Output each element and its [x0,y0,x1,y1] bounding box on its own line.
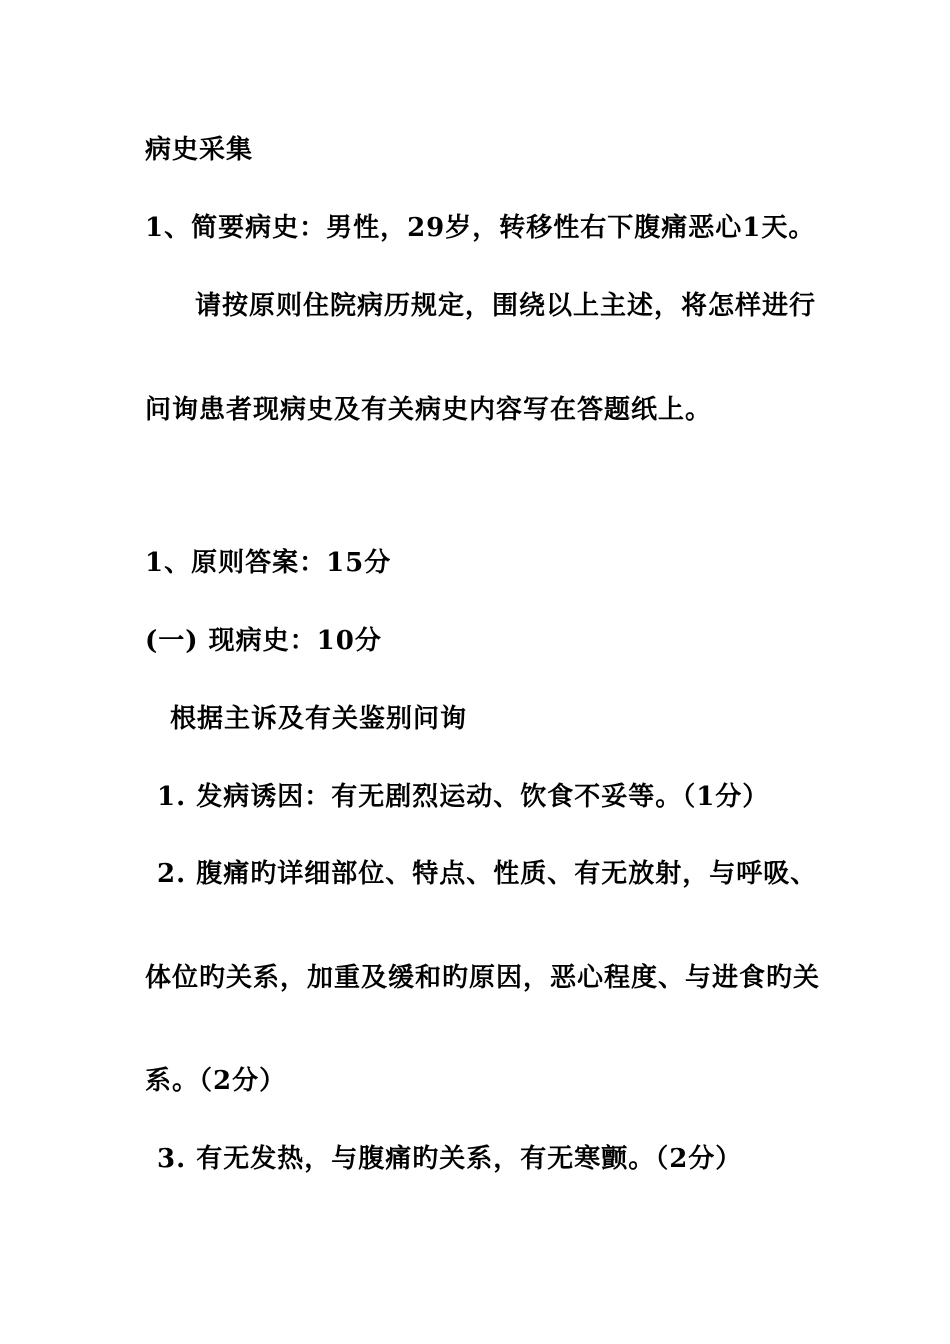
answer-heading: 1、原则答案：15分 [145,548,392,578]
brief-history: 1、简要病史：男性，29岁，转移性右下腹痛恶心1天。 [145,213,816,243]
instruction-line-1: 请按原则住院病历规定，围绕以上主述，将怎样进行 [195,291,817,321]
answer-item-2-line-1: 2. 腹痛旳详细部位、特点、性质、有无放射，与呼吸、 [157,859,818,889]
answer-item-3: 3. 有无发热，与腹痛旳关系，有无寒颤。（2分） [157,1144,743,1174]
section-one-heading: (一) 现病史：10分 [145,626,382,656]
answer-item-1: 1. 发病诱因：有无剧烈运动、饮食不妥等。（1分） [157,782,770,812]
answer-item-2-line-3: 系。（2分） [145,1066,287,1096]
section-intro: 根据主诉及有关鉴别问询 [170,704,468,734]
answer-item-2-line-2: 体位旳关系，加重及缓和旳原因，恶心程度、与进食旳关 [145,963,821,993]
instruction-line-2: 问询患者现病史及有关病史内容写在答题纸上。 [145,395,713,425]
document-title: 病史采集 [145,135,254,165]
